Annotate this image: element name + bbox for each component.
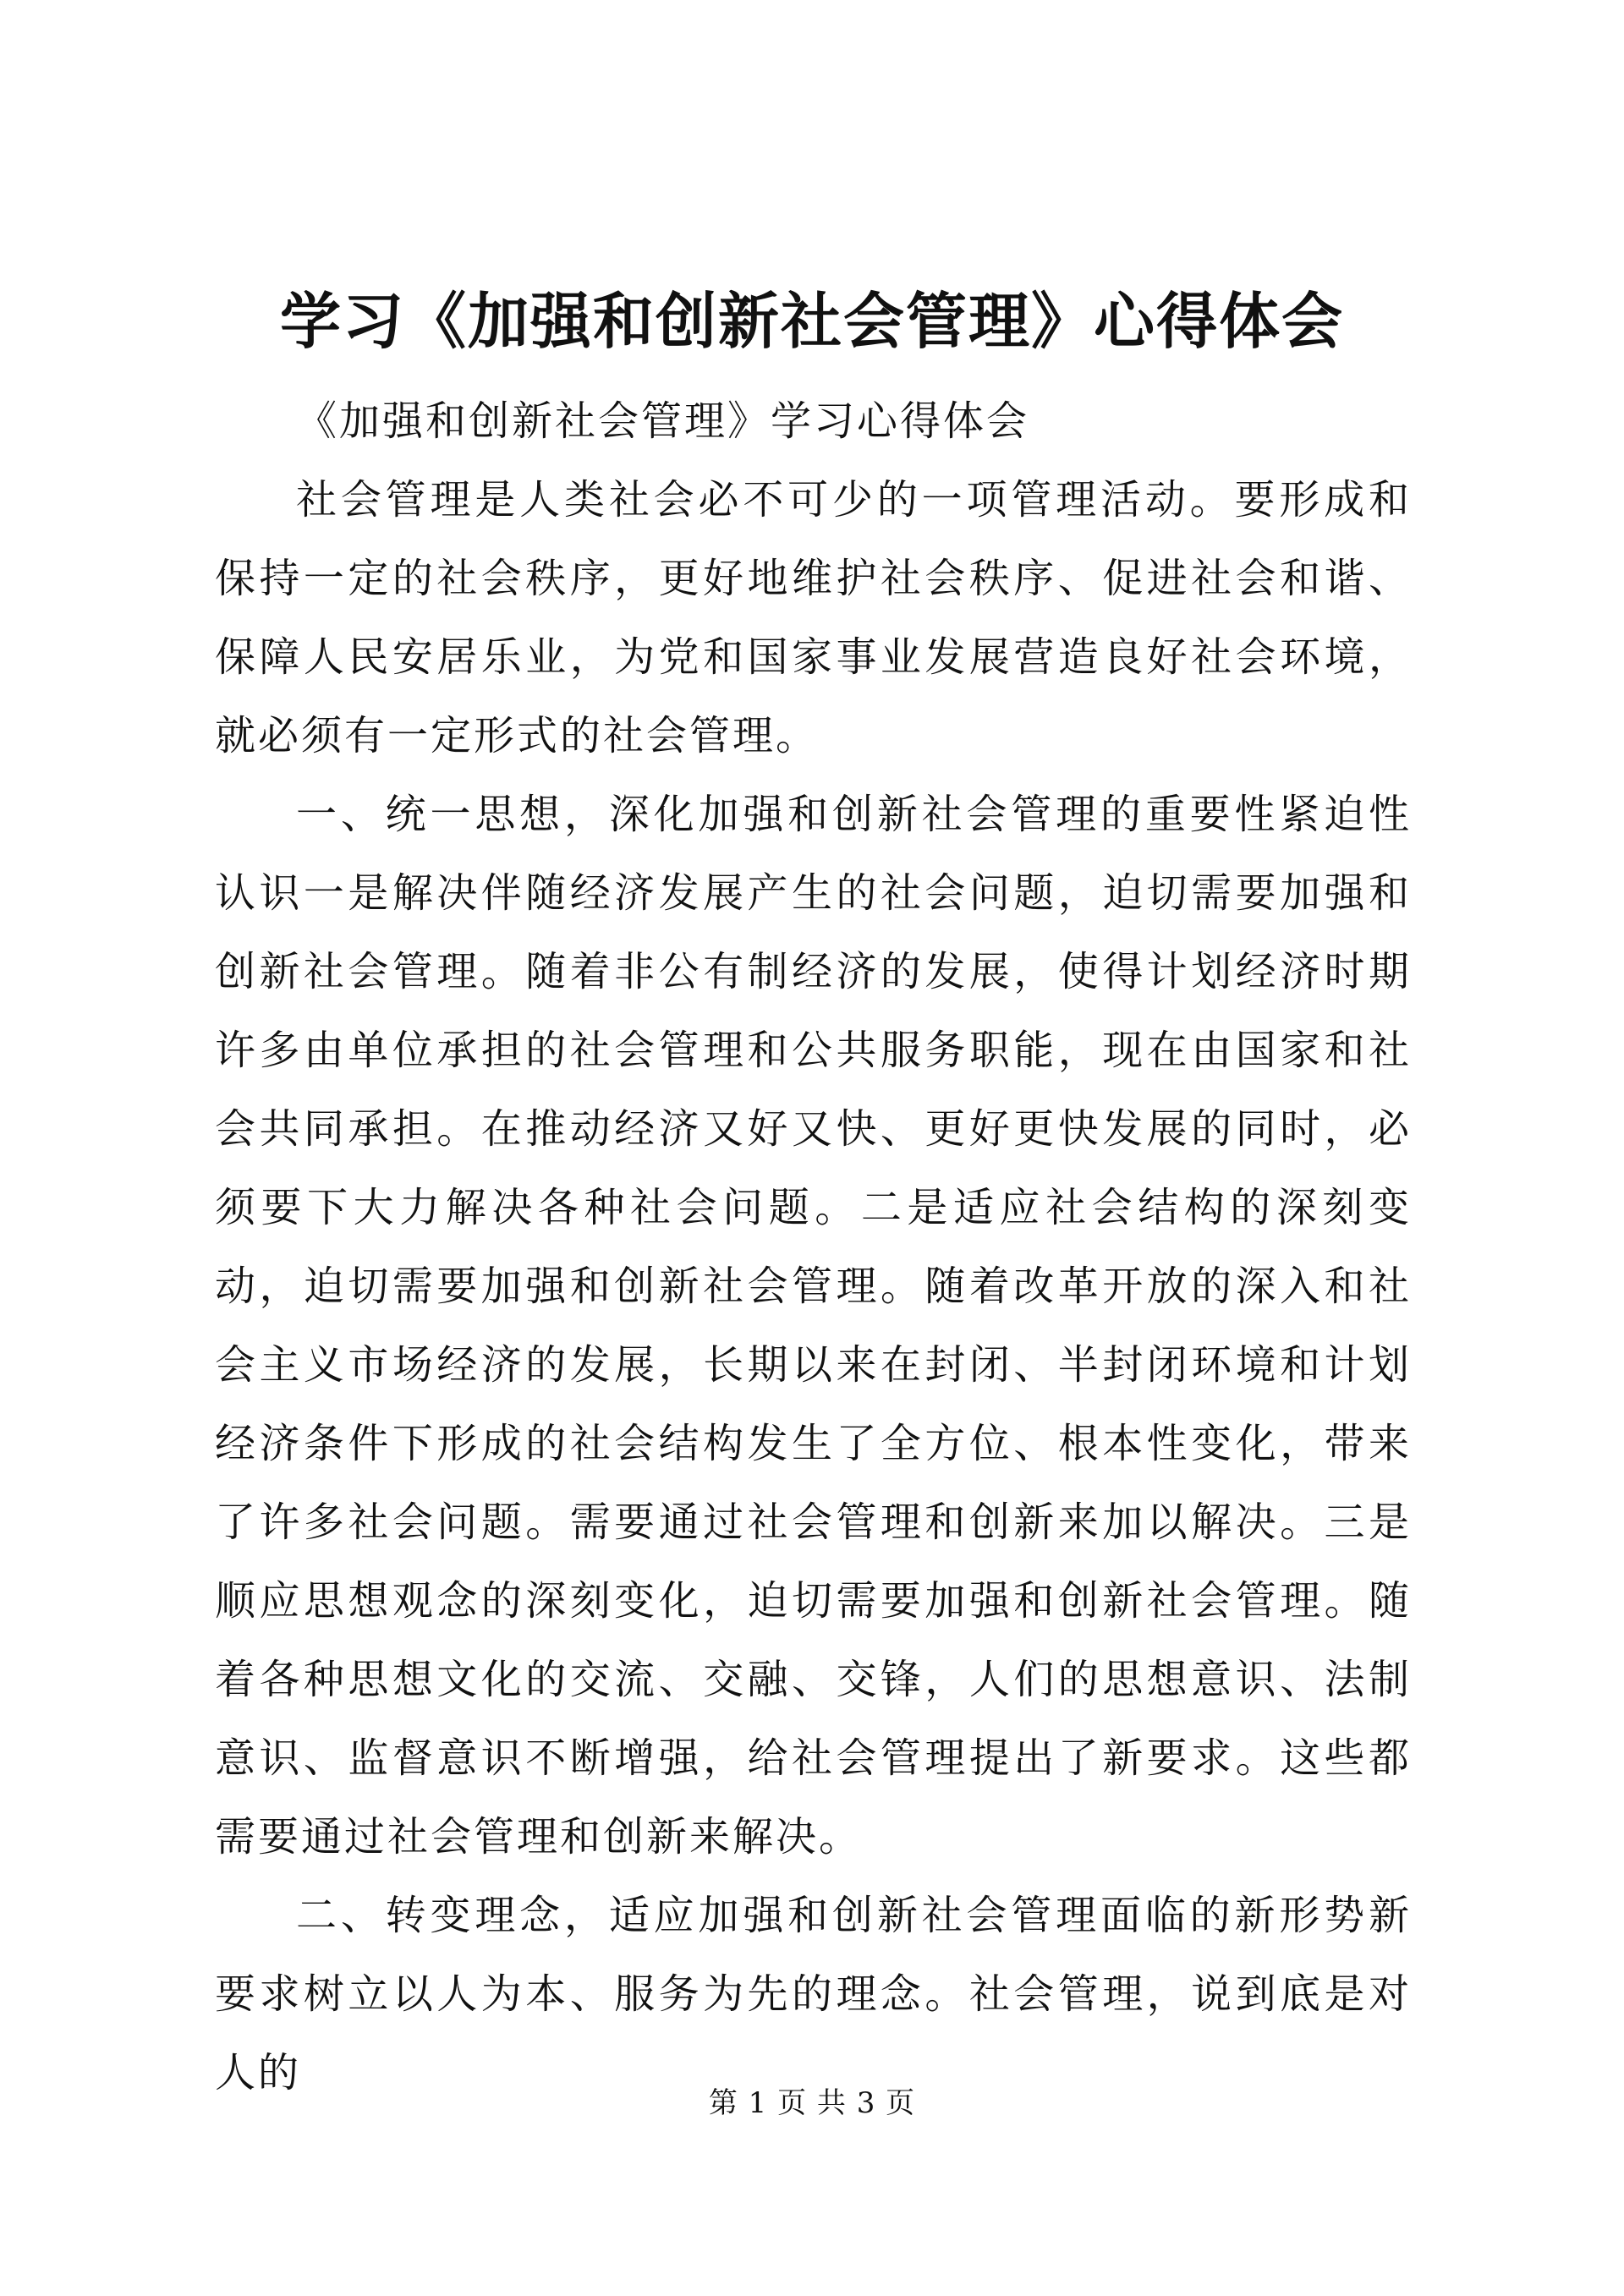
document-title: 学习《加强和创新社会管理》心得体会: [279, 285, 1344, 357]
section-two-paragraph: 二、转变理念，适应加强和创新社会管理面临的新形势新要求树立以人为本、服务为先的理念。社会管理，说到底是对人的: [215, 1892, 1412, 2096]
page-footer: 第 1 页 共 3 页: [708, 2086, 916, 2120]
section-one-paragraph: 一、统一思想，深化加强和创新社会管理的重要性紧迫性认识一是解决伴随经济发展产生的社会问题，迫切需要加强和创新社会管理。随着非公有制经济的发展，使得计划经济时期许多由单位承担的社会管理和公共服务职能，现在由国家和社会共同承担。在推动经济又好又快、更好更快发展的同时，必须要下大力解决各种社会问题。二是适应社会结构的深刻变动，迫切需要加强和创新社会管理。随着改革开放的深入和社会主义市场经济的发展，长期以来在封闭、半封闭环境和计划经济条件下形成的社会结构发生了全方位、根本性变化，带来了许多社会问题。需要通过社会管理和创新来加以解决。三是顺应思想观念的深刻变化，迫切需要加强和创新社会管理。随着各种思想文化的交流、交融、交锋，人们的思想意识、法制意识、监督意识不断增强，给社会管理提出了新要求。这些都需要通过社会管理和创新来解决。: [215, 791, 1412, 1860]
intro-paragraph: 社会管理是人类社会必不可少的一项管理活动。要形成和保持一定的社会秩序，更好地维护社会秩序、促进社会和谐、保障人民安居乐业，为党和国家事业发展营造良好社会环境，就必须有一定形式的社会管理。: [215, 476, 1412, 759]
subtitle-paragraph: 《加强和创新社会管理》学习心得体会: [296, 397, 1030, 445]
document-body: [215, 382, 1412, 2112]
